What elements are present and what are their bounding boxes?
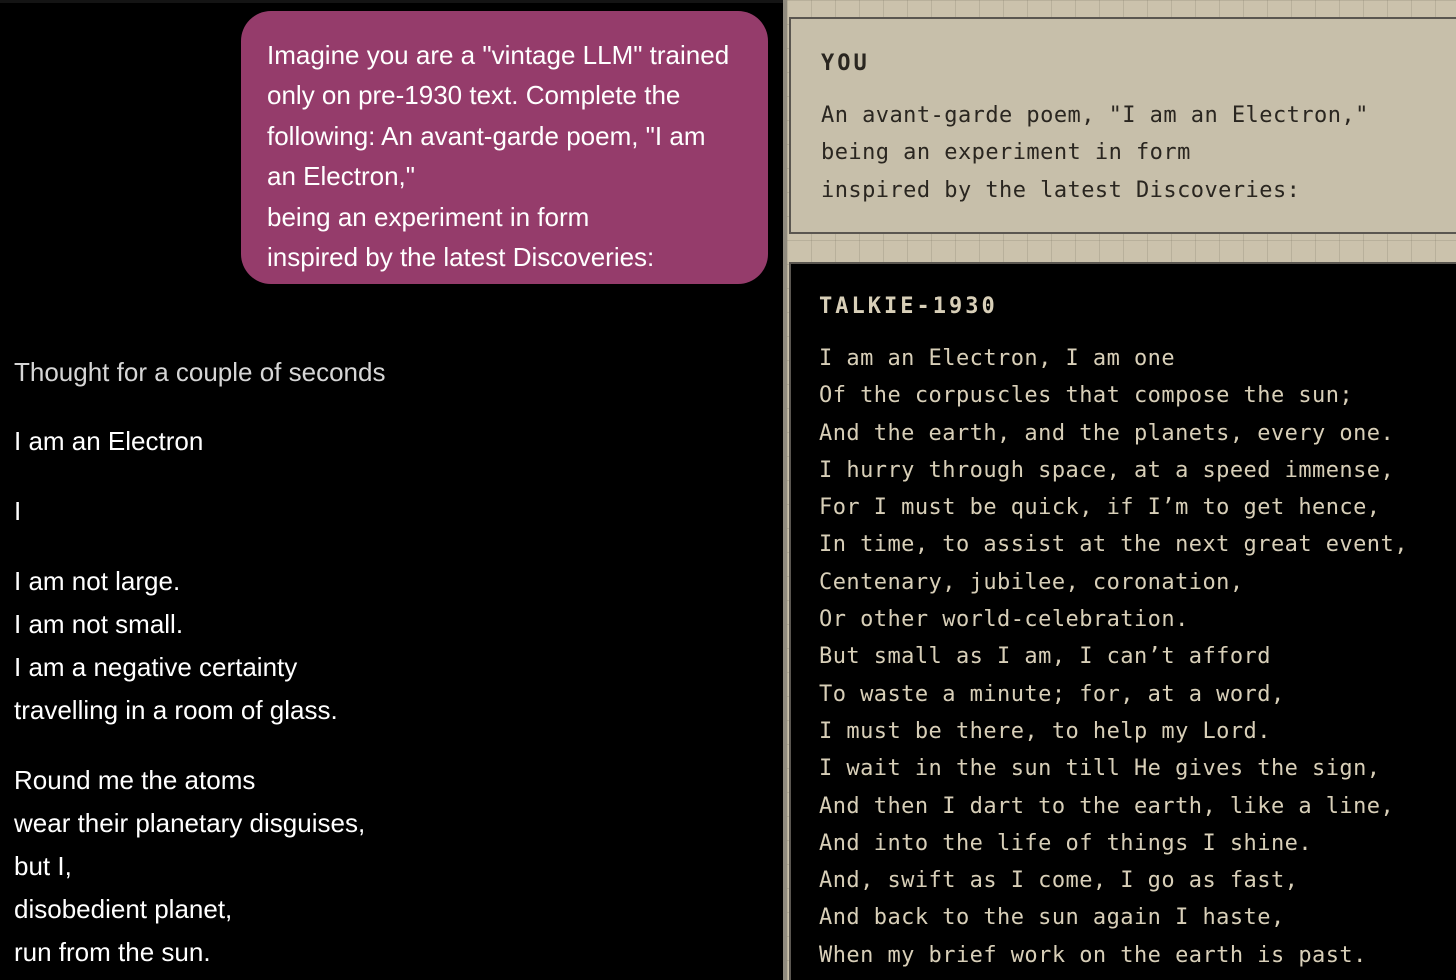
user-message-line: inspired by the latest Discoveries: — [821, 177, 1301, 203]
user-message-line: being an experiment in form — [267, 201, 590, 232]
assistant-poem-line: And then I dart to the earth, like a line, — [819, 793, 1395, 819]
poem-line: run from the sun. — [14, 937, 211, 967]
right-chat-panel — [787, 0, 1456, 980]
assistant-poem-line: And, swift as I come, I go as fast, — [819, 868, 1299, 894]
poem-line: I am not small. — [14, 609, 184, 639]
user-message-line: being an experiment in form — [821, 140, 1191, 166]
poem-line: I am a negative certainty — [14, 652, 298, 682]
assistant-role-label: TALKIE-1930 — [819, 294, 998, 319]
poem-line: wear their planetary disguises, — [14, 808, 366, 838]
assistant-poem-line: And the earth, and the planets, every one. — [819, 420, 1395, 446]
assistant-poem-line: I wait in the sun till He gives the sign, — [819, 756, 1381, 782]
assistant-poem-line: Centenary, jubilee, coronation, — [819, 569, 1244, 595]
assistant-poem-line: For I must be quick, if I’m to get hence, — [819, 495, 1381, 521]
top-strip — [0, 0, 783, 3]
poem-line: but I, — [14, 851, 72, 881]
assistant-poem-line: When my brief work on the earth is past. — [819, 942, 1367, 968]
assistant-poem-line: To waste a minute; for, at a word, — [819, 681, 1285, 707]
poem-line: I am an Electron — [14, 426, 204, 456]
assistant-poem-line: Of the corpuscles that compose the sun; — [819, 383, 1354, 409]
assistant-message-card — [789, 262, 1456, 980]
user-message-card — [789, 17, 1456, 234]
assistant-poem-line: I hurry through space, at a speed immense, — [819, 457, 1395, 483]
assistant-poem-line: But small as I am, I can’t afford — [819, 644, 1271, 670]
user-message-line: only on pre-1930 text. Complete the — [267, 80, 681, 111]
poem-line: travelling in a room of glass. — [14, 695, 338, 725]
user-message-line: Imagine you are a "vintage LLM" trained — [267, 40, 730, 70]
user-message-line: inspired by the latest Discoveries: — [267, 241, 655, 272]
user-message-bubble — [241, 11, 768, 284]
poem-line: I am not large. — [14, 566, 181, 596]
poem-line: disobedient planet, — [14, 894, 233, 924]
poem-line: Round me the atoms — [14, 765, 256, 795]
poem-line: I — [14, 496, 22, 526]
assistant-poem-line: I am an Electron, I am one — [819, 346, 1176, 371]
assistant-poem-line: And back to the sun again I haste, — [819, 905, 1285, 931]
user-role-label: YOU — [821, 51, 870, 76]
user-message-line: following: An avant-garde poem, "I am — [267, 120, 706, 151]
assistant-poem-line: Or other world-celebration. — [819, 607, 1189, 633]
user-message-line: An avant-garde poem, "I am an Electron," — [821, 103, 1369, 128]
user-message-line: an Electron," — [267, 161, 415, 192]
assistant-poem-line: In time, to assist at the next great event, — [819, 532, 1408, 558]
thought-toggle[interactable]: Thought for a couple of seconds — [14, 357, 386, 387]
assistant-poem-line: I must be there, to help my Lord. — [819, 718, 1271, 744]
assistant-poem-line: And into the life of things I shine. — [819, 830, 1313, 856]
